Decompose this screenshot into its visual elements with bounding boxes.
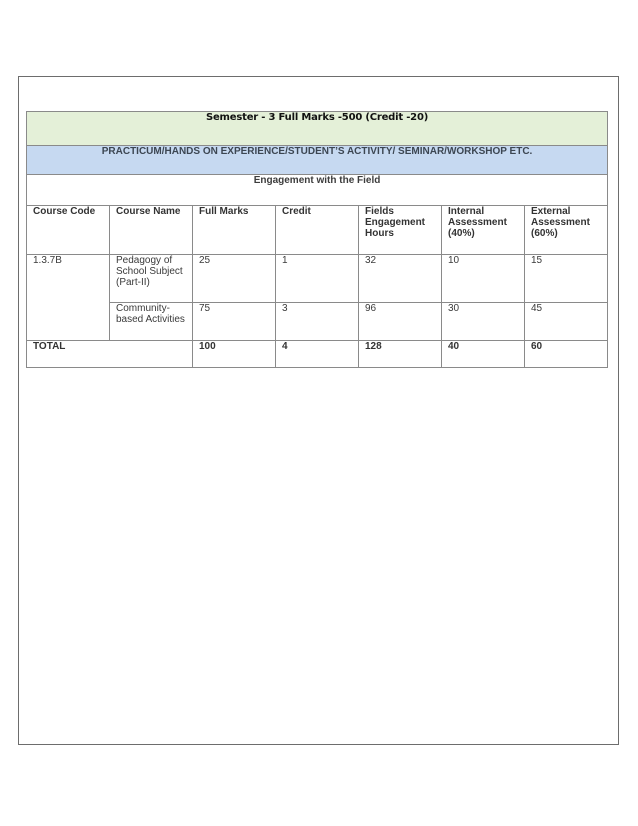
section-row — [27, 146, 608, 175]
course-name-cell: Pedagogy of School Subject (Part-II) — [110, 255, 193, 303]
external-cell: 15 — [525, 255, 608, 303]
total-hours: 128 — [359, 341, 442, 368]
course-code-cell: 1.3.7B — [27, 255, 110, 341]
total-row — [27, 341, 608, 368]
header-full-marks: Full Marks — [193, 206, 276, 255]
credit-cell: 3 — [276, 303, 359, 341]
section-title: PRACTICUM/HANDS ON EXPERIENCE/STUDENT’S ACTIVITY/ SEMINAR/WORKSHOP ETC. — [27, 146, 608, 175]
full-marks-cell: 25 — [193, 255, 276, 303]
header-external: External Assessment (60%) — [525, 206, 608, 255]
total-external: 60 — [525, 341, 608, 368]
hours-cell: 96 — [359, 303, 442, 341]
total-label: TOTAL — [27, 341, 193, 368]
subsection-row — [27, 175, 608, 206]
internal-cell: 30 — [442, 303, 525, 341]
table-row — [27, 255, 608, 303]
full-marks-cell: 75 — [193, 303, 276, 341]
internal-cell: 10 — [442, 255, 525, 303]
external-cell: 45 — [525, 303, 608, 341]
course-name-cell: Community-based Activities — [110, 303, 193, 341]
header-internal: Internal Assessment (40%) — [442, 206, 525, 255]
header-row — [27, 206, 608, 255]
total-internal: 40 — [442, 341, 525, 368]
semester-row — [27, 112, 608, 146]
subsection-title: Engagement with the Field — [27, 175, 608, 206]
total-full-marks: 100 — [193, 341, 276, 368]
header-credit: Credit — [276, 206, 359, 255]
header-course-name: Course Name — [110, 206, 193, 255]
table-row — [27, 303, 608, 341]
total-credit: 4 — [276, 341, 359, 368]
course-table — [26, 111, 608, 368]
header-hours: Fields Engagement Hours — [359, 206, 442, 255]
header-course-code: Course Code — [27, 206, 110, 255]
credit-cell: 1 — [276, 255, 359, 303]
hours-cell: 32 — [359, 255, 442, 303]
semester-title: Semester - 3 Full Marks -500 (Credit -20) — [27, 112, 608, 146]
